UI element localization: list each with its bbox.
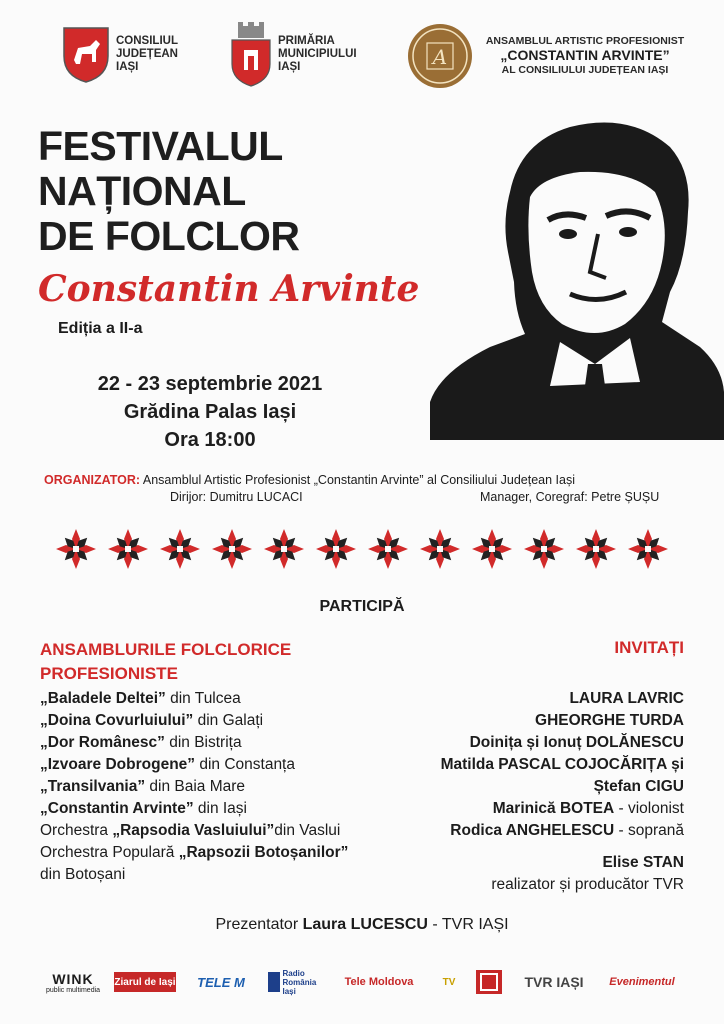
coat-of-arms-icon — [62, 26, 110, 84]
sponsor-tv-text: TV — [442, 976, 456, 988]
orchestra-pre: Orchestra Populară — [40, 844, 179, 861]
ensemble-place: din Constanța — [195, 756, 295, 773]
guest: Doinița și Ionuț DOLĂNESCU — [469, 734, 684, 751]
guest: Elise STAN — [602, 854, 684, 871]
sponsor-radio-text: Radio România Iași — [282, 968, 317, 996]
presenter — [0, 916, 724, 934]
ensemble-name: „Baladele Deltei” — [40, 690, 166, 707]
guest-name: Marinică BOTEA — [492, 800, 615, 817]
orchestra-name: „Rapsodia Vasluiului” — [112, 822, 275, 839]
list-item — [40, 842, 348, 864]
ornament-motif — [160, 529, 200, 569]
title-line: FESTIVALUL — [38, 123, 283, 169]
ornament-motif — [368, 529, 408, 569]
guest: LAURA LAVRIC — [569, 690, 684, 707]
ensemble-place: din Bistrița — [164, 734, 242, 751]
ansamblu-emblem-icon — [407, 23, 473, 89]
presenter-post: - TVR IAȘI — [427, 916, 509, 933]
list-item — [40, 864, 348, 886]
sponsor-evenimentul-text: Evenimentul — [609, 976, 675, 988]
orchestra-name: „Rapsozii Botoșanilor” — [178, 844, 349, 861]
logo3-line: „CONSTANTIN ARVINTE” — [500, 47, 670, 63]
ensemble-name: „Constantin Arvinte” — [40, 800, 194, 817]
guests-heading: INVITAȚI — [614, 638, 684, 657]
logo-consiliul-judetean — [62, 26, 110, 89]
guest: Matilda PASCAL COJOCĂRIȚA și — [440, 756, 684, 773]
square-logo-icon — [480, 973, 498, 991]
guest — [441, 820, 684, 842]
list-item — [40, 688, 348, 710]
logo1-text — [116, 35, 178, 74]
ornament-motif — [524, 529, 564, 569]
list-item — [40, 820, 348, 842]
ornament-motif — [56, 529, 96, 569]
sponsor-wink-sub: public multimedia — [45, 986, 101, 994]
event-info — [50, 370, 370, 454]
logo1-line: CONSILIUL — [116, 35, 178, 47]
portrait-illustration — [430, 102, 724, 445]
edition: Ediția a II-a — [58, 320, 143, 337]
logo-primaria — [230, 22, 272, 93]
city-crest-icon — [230, 22, 272, 88]
sponsor-tvr — [516, 967, 592, 997]
ensemble-place: din Tulcea — [165, 690, 241, 707]
sponsor-tvr-text: TVR IAȘI — [524, 974, 584, 990]
sponsor-telemoldova-text: Tele Moldova — [344, 976, 414, 988]
list-item — [40, 732, 348, 754]
ornament-motif — [108, 529, 148, 569]
guest-role: realizator și producător TVR — [491, 876, 684, 893]
ensemble-name: „Transilvania” — [40, 778, 146, 795]
ornament-motif — [576, 529, 616, 569]
festival-script-name: Constantin Arvinte — [38, 268, 420, 310]
ensemble-place: din Galați — [193, 712, 264, 729]
presenter-pre: Prezentator — [215, 916, 303, 933]
folk-ornament-band — [50, 524, 674, 579]
ornament-motif — [420, 529, 460, 569]
presenter-name: Laura LUCESCU — [302, 916, 428, 933]
event-date: 22 - 23 septembrie 2021 — [97, 373, 323, 395]
organizer-manager: Manager, Coregraf: Petre ȘUȘU — [480, 490, 660, 504]
ensemble-name: „Dor Românesc” — [40, 734, 165, 751]
orchestra-place: din Vaslui — [274, 822, 341, 839]
logo3-line: AL CONSILIULUI JUDEȚEAN IAȘI — [501, 64, 669, 76]
ornament-icon — [50, 524, 674, 574]
title-line: NAȚIONAL — [38, 168, 246, 214]
participa-heading: PARTICIPĂ — [319, 598, 405, 615]
ensembles-heading — [40, 638, 291, 686]
sponsor-radio — [266, 967, 324, 997]
sponsor-tele — [190, 967, 252, 997]
sponsor-square — [476, 970, 502, 994]
sponsor-evenimentul — [604, 967, 680, 997]
orchestra-pre: Orchestra — [40, 822, 113, 839]
sponsor-wink-text: WINK — [52, 970, 94, 987]
logo2-text — [278, 35, 357, 74]
sponsor-ziarul — [114, 972, 176, 992]
orchestra-place: din Botoșani — [40, 866, 126, 883]
radio-icon — [268, 972, 280, 992]
sponsor-wink — [44, 967, 102, 997]
guests-list — [441, 688, 684, 896]
ensemble-place: din Iași — [193, 800, 247, 817]
ornament-motif — [212, 529, 252, 569]
sponsor-tv — [436, 967, 462, 997]
ornament-motif — [264, 529, 304, 569]
logo2-line: IAȘI — [278, 61, 301, 73]
ornament-motif — [628, 529, 668, 569]
list-item — [40, 776, 348, 798]
title-line: DE FOLCLOR — [38, 213, 300, 259]
sponsor-tele-text: TELE M — [197, 974, 245, 990]
guest: Ștefan CIGU — [593, 778, 684, 795]
guest-role: - soprană — [614, 822, 684, 839]
event-place: Grădina Palas Iași — [123, 401, 297, 423]
logo2-line: PRIMĂRIA — [278, 35, 335, 47]
sponsor-ziarul-text: Ziarul de Iași — [114, 976, 176, 988]
festival-title — [38, 124, 299, 259]
ensemble-name: „Doina Covurluiului” — [40, 712, 194, 729]
logo3-text — [480, 35, 690, 76]
logo1-line: IAȘI — [116, 61, 139, 73]
logo-ansamblu — [407, 23, 473, 94]
organizer-conductor: Dirijor: Dumitru LUCACI — [170, 490, 303, 504]
ensemble-place: din Baia Mare — [145, 778, 246, 795]
ensembles-list — [40, 688, 348, 886]
list-item — [40, 798, 348, 820]
ornament-motif — [472, 529, 512, 569]
guest: GHEORGHE TURDA — [535, 712, 684, 729]
ensembles-heading-line: PROFESIONISTE — [40, 664, 178, 683]
portrait-icon — [430, 102, 724, 440]
guest — [441, 798, 684, 820]
ornament-motif — [316, 529, 356, 569]
organizer-text: Ansamblul Artistic Profesionist „Constantin Arvinte” al Consiliului Județean Iași — [142, 473, 576, 487]
ensemble-name: „Izvoare Dobrogene” — [40, 756, 196, 773]
ensembles-heading-line: ANSAMBLURILE FOLCLORICE — [40, 640, 292, 659]
list-item — [40, 710, 348, 732]
logo2-line: MUNICIPIULUI — [278, 48, 357, 60]
logo1-line: JUDEȚEAN — [116, 48, 178, 60]
list-item — [40, 754, 348, 776]
logo3-line: ANSAMBLUL ARTISTIC PROFESIONIST — [485, 35, 685, 47]
guest-role: - violonist — [614, 800, 684, 817]
sponsor-telemoldova — [334, 967, 424, 997]
organizer-label: ORGANIZATOR: — [44, 473, 141, 487]
organizer — [44, 472, 575, 489]
event-time: Ora 18:00 — [164, 429, 256, 451]
guest-name: Rodica ANGHELESCU — [450, 822, 615, 839]
svg-text:A: A — [432, 45, 448, 69]
